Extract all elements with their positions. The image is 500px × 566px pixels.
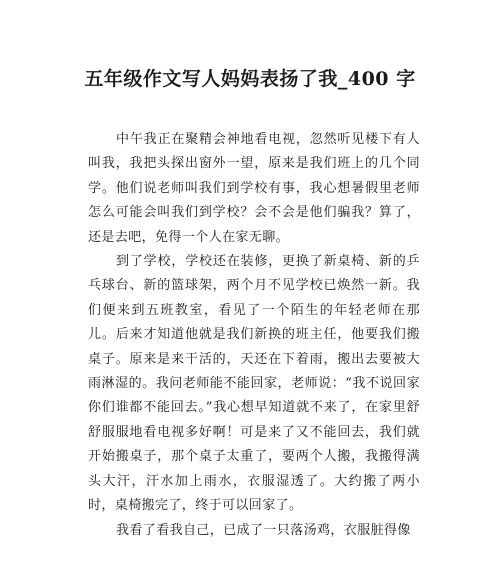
article-title: 五年级作文写人妈妈表扬了我_400 字	[84, 68, 416, 90]
paragraph-3: 我看了看我自己，已成了一只落汤鸡，衣服脏得像	[116, 522, 411, 538]
paragraph-1: 中午我正在聚精会神地看电视，忽然听见楼下有人叫我，我把头探出窗外一望，原来是我们班上的几个同学。他们说老师叫我们到学校有事，我心想暑假里老师怎么可能会叫我们到学校？会不会是他们骗我？算了，还是去吧，免得一个人在家无聊。	[88, 132, 420, 245]
article-body	[88, 128, 420, 543]
paragraph-2: 到了学校，学校还在装修，更换了新桌椅、新的乒乓球台、新的篮球架，两个月不见学校已焕然一新。我们便来到五班教室，看见了一个陌生的年轻老师在那儿。后来才知道他就是我们新换的班主任，他要我们搬桌子。原来是来干活的，天还在下着雨，搬出去要被大雨淋湿的。我问老师能不能回家，老师说：“我不说回家你们谁都不能回去。”我心想早知道就不来了，在家里舒舒服服地看电视多好啊！可是来了又不能回去，我们就开始搬桌子，那个桌子太重了，要两个人搬，我搬得满头大汗，汗水加上雨水，衣服湿透了。大约搬了两小时，桌椅搬完了，终于可以回家了。	[88, 254, 420, 514]
